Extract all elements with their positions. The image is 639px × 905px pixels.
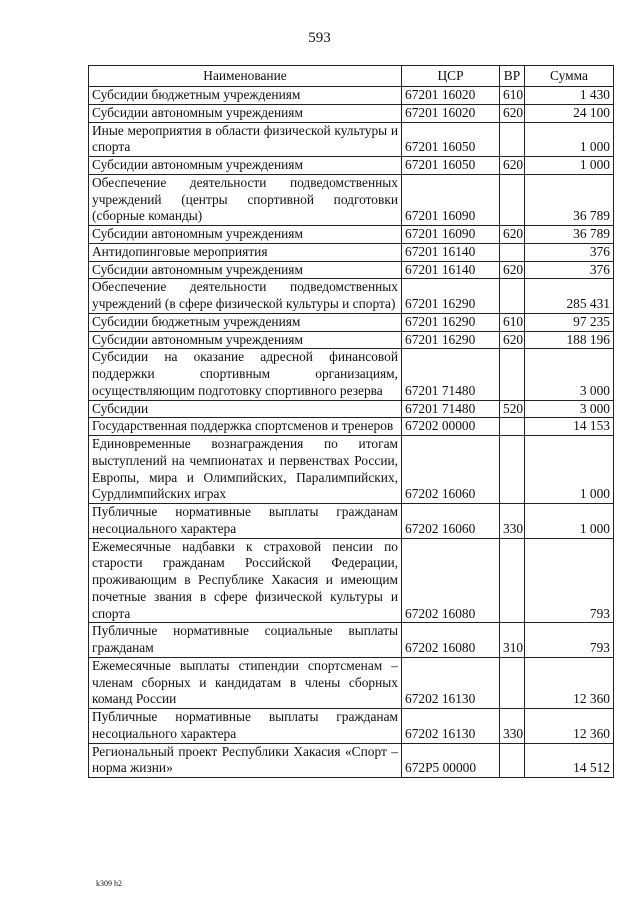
cell-csr: 67202 00000 bbox=[402, 418, 500, 436]
cell-sum: 24 100 bbox=[525, 104, 614, 122]
cell-sum: 36 789 bbox=[525, 226, 614, 244]
cell-name: Обеспечение деятельности подведомственных учреждений (в сфере физической культуры и спорта) bbox=[89, 279, 402, 314]
table-body bbox=[89, 87, 614, 778]
table-row bbox=[89, 261, 614, 279]
cell-sum: 14 153 bbox=[525, 418, 614, 436]
cell-vr: 330 bbox=[500, 504, 525, 539]
page-number: 593 bbox=[308, 30, 331, 46]
cell-name: Субсидии bbox=[89, 400, 402, 418]
cell-vr: 620 bbox=[500, 157, 525, 175]
table-row bbox=[89, 174, 614, 225]
cell-name: Субсидии бюджетным учреждениям bbox=[89, 87, 402, 105]
cell-vr bbox=[500, 538, 525, 623]
cell-vr bbox=[500, 436, 525, 504]
table-row bbox=[89, 743, 614, 778]
cell-name: Субсидии автономным учреждениям bbox=[89, 157, 402, 175]
cell-vr: 610 bbox=[500, 313, 525, 331]
cell-csr: 67201 16050 bbox=[402, 157, 500, 175]
cell-vr: 610 bbox=[500, 87, 525, 105]
cell-sum: 36 789 bbox=[525, 174, 614, 225]
cell-csr: 67201 16290 bbox=[402, 279, 500, 314]
cell-vr: 620 bbox=[500, 226, 525, 244]
table-row bbox=[89, 623, 614, 658]
cell-csr: 67202 16060 bbox=[402, 436, 500, 504]
cell-csr: 67202 16080 bbox=[402, 538, 500, 623]
table-row bbox=[89, 400, 614, 418]
table-row bbox=[89, 657, 614, 708]
table-row bbox=[89, 538, 614, 623]
cell-sum: 97 235 bbox=[525, 313, 614, 331]
table-row bbox=[89, 436, 614, 504]
cell-vr: 620 bbox=[500, 261, 525, 279]
cell-sum: 376 bbox=[525, 261, 614, 279]
cell-name: Публичные нормативные выплаты гражданам несоциального характера bbox=[89, 504, 402, 539]
cell-csr: 67202 16130 bbox=[402, 657, 500, 708]
cell-sum: 793 bbox=[525, 623, 614, 658]
cell-sum: 1 000 bbox=[525, 122, 614, 157]
cell-csr: 67201 16020 bbox=[402, 104, 500, 122]
cell-sum: 793 bbox=[525, 538, 614, 623]
cell-name: Субсидии автономным учреждениям bbox=[89, 104, 402, 122]
cell-csr: 67201 16020 bbox=[402, 87, 500, 105]
cell-name: Субсидии автономным учреждениям bbox=[89, 226, 402, 244]
cell-name: Субсидии автономным учреждениям bbox=[89, 261, 402, 279]
cell-name: Региональный проект Республики Хакасия «Спорт – норма жизни» bbox=[89, 743, 402, 778]
cell-vr bbox=[500, 657, 525, 708]
cell-csr: 67201 71480 bbox=[402, 349, 500, 400]
cell-csr: 67201 16290 bbox=[402, 331, 500, 349]
cell-vr bbox=[500, 243, 525, 261]
header-sum: Сумма bbox=[525, 66, 614, 87]
cell-name: Публичные нормативные социальные выплаты гражданам bbox=[89, 623, 402, 658]
cell-name: Единовременные вознаграждения по итогам выступлений на чемпионатах и первенствах России, Европы, мира и Олимпийских, Паралимпийских, Сурдлимпийских играх bbox=[89, 436, 402, 504]
cell-name: Субсидии бюджетным учреждениям bbox=[89, 313, 402, 331]
cell-vr: 310 bbox=[500, 623, 525, 658]
table-row bbox=[89, 504, 614, 539]
table-row bbox=[89, 226, 614, 244]
table-row bbox=[89, 349, 614, 400]
cell-csr: 67201 16090 bbox=[402, 226, 500, 244]
cell-vr bbox=[500, 743, 525, 778]
cell-csr: 67201 16140 bbox=[402, 261, 500, 279]
budget-table bbox=[88, 65, 614, 778]
cell-name: Иные мероприятия в области физической культуры и спорта bbox=[89, 122, 402, 157]
cell-vr: 620 bbox=[500, 104, 525, 122]
header-csr: ЦСР bbox=[402, 66, 500, 87]
cell-sum: 12 360 bbox=[525, 657, 614, 708]
cell-name: Ежемесячные надбавки к страховой пенсии по старости гражданам Российской Федерации, проживающим в Республике Хакасия и имеющим почетные звания в сфере физической культуры и спорта bbox=[89, 538, 402, 623]
cell-sum: 376 bbox=[525, 243, 614, 261]
cell-csr: 67202 16080 bbox=[402, 623, 500, 658]
table-row bbox=[89, 418, 614, 436]
cell-csr: 67201 16290 bbox=[402, 313, 500, 331]
table-header-row bbox=[89, 66, 614, 87]
table-row bbox=[89, 279, 614, 314]
cell-csr: 67201 71480 bbox=[402, 400, 500, 418]
cell-name: Субсидии автономным учреждениям bbox=[89, 331, 402, 349]
cell-vr bbox=[500, 279, 525, 314]
cell-csr: 67201 16050 bbox=[402, 122, 500, 157]
header-vr: ВР bbox=[500, 66, 525, 87]
cell-vr bbox=[500, 122, 525, 157]
cell-name: Обеспечение деятельности подведомственных учреждений (центры спортивной подготовки (сборные команды) bbox=[89, 174, 402, 225]
table-row bbox=[89, 313, 614, 331]
cell-csr: 672P5 00000 bbox=[402, 743, 500, 778]
cell-name: Ежемесячные выплаты стипендии спортсменам – членам сборных и кандидатам в члены сборных команд России bbox=[89, 657, 402, 708]
cell-sum: 1 000 bbox=[525, 436, 614, 504]
cell-csr: 67202 16060 bbox=[402, 504, 500, 539]
cell-name: Антидопинговые мероприятия bbox=[89, 243, 402, 261]
table-row bbox=[89, 157, 614, 175]
cell-name: Государственная поддержка спортсменов и тренеров bbox=[89, 418, 402, 436]
cell-sum: 12 360 bbox=[525, 709, 614, 744]
table-row bbox=[89, 331, 614, 349]
table-row bbox=[89, 104, 614, 122]
cell-vr: 520 bbox=[500, 400, 525, 418]
cell-sum: 14 512 bbox=[525, 743, 614, 778]
cell-vr bbox=[500, 418, 525, 436]
cell-sum: 1 430 bbox=[525, 87, 614, 105]
cell-name: Субсидии на оказание адресной финансовой поддержки спортивным организациям, осуществляющим подготовку спортивного резерва bbox=[89, 349, 402, 400]
header-name: Наименование bbox=[89, 66, 402, 87]
cell-vr: 330 bbox=[500, 709, 525, 744]
cell-sum: 3 000 bbox=[525, 400, 614, 418]
footer-code: k309 h2 bbox=[96, 879, 122, 888]
cell-name: Публичные нормативные выплаты гражданам несоциального характера bbox=[89, 709, 402, 744]
cell-sum: 285 431 bbox=[525, 279, 614, 314]
table-row bbox=[89, 122, 614, 157]
cell-sum: 1 000 bbox=[525, 157, 614, 175]
cell-vr bbox=[500, 349, 525, 400]
cell-sum: 3 000 bbox=[525, 349, 614, 400]
cell-sum: 188 196 bbox=[525, 331, 614, 349]
table-row bbox=[89, 243, 614, 261]
cell-vr: 620 bbox=[500, 331, 525, 349]
table-row bbox=[89, 709, 614, 744]
cell-csr: 67201 16090 bbox=[402, 174, 500, 225]
table-row bbox=[89, 87, 614, 105]
cell-csr: 67202 16130 bbox=[402, 709, 500, 744]
cell-vr bbox=[500, 174, 525, 225]
cell-csr: 67201 16140 bbox=[402, 243, 500, 261]
cell-sum: 1 000 bbox=[525, 504, 614, 539]
